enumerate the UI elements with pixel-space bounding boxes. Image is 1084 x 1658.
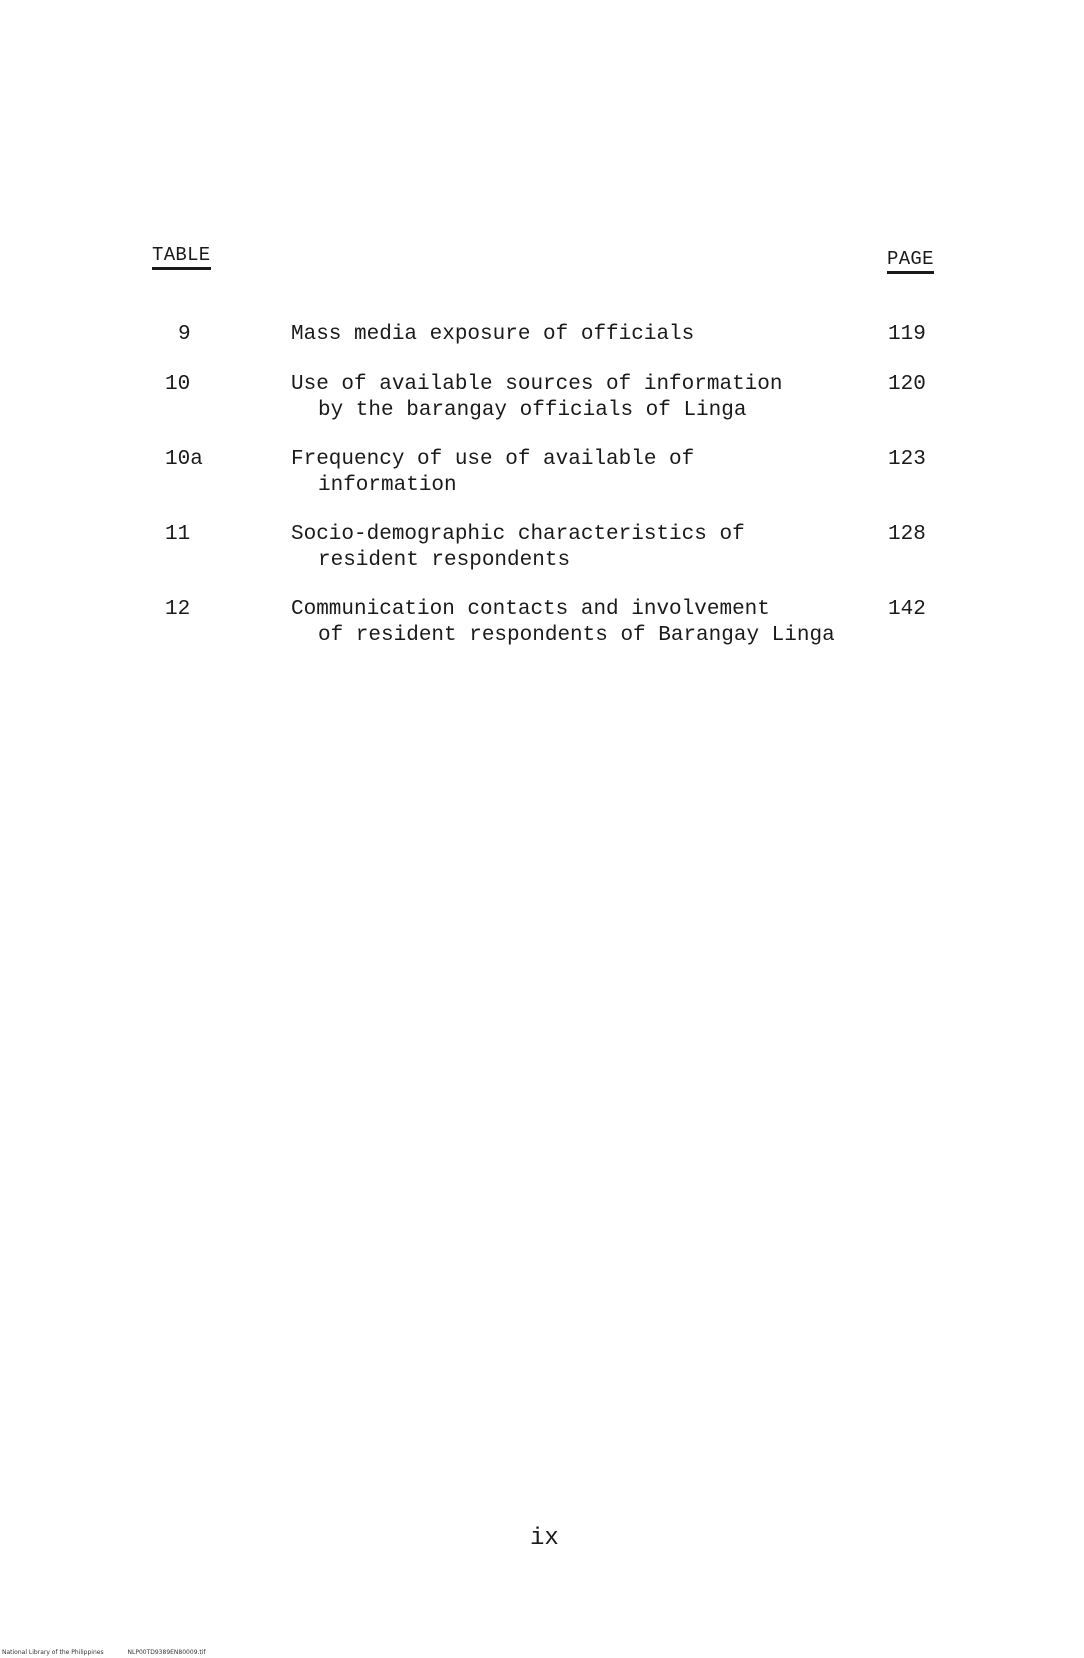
footer-credit: National Library of the Philippines	[2, 1649, 104, 1656]
page-number: 120	[888, 373, 926, 396]
table-title	[291, 597, 871, 649]
table-title-line1: Frequency of use of available of	[291, 448, 695, 471]
table-number: 10a	[165, 448, 203, 471]
table-number: 11	[165, 523, 191, 546]
table-title-line1: Mass media exposure of officials	[291, 323, 695, 346]
page-number: 128	[888, 523, 926, 546]
table-title	[291, 372, 871, 424]
table-number: 9	[178, 323, 191, 346]
table-number: 10	[165, 373, 191, 396]
table-title-line1: Socio-demographic characteristics of	[291, 523, 745, 546]
page-column-header: PAGE	[887, 248, 934, 274]
table-title-line2: of resident respondents of Barangay Linga	[318, 624, 835, 647]
table-title-line2: information	[318, 474, 457, 497]
page-number: 119	[888, 323, 926, 346]
page-folio: ix	[530, 1525, 559, 1552]
scan-footer	[2, 1649, 206, 1656]
table-title-line2: resident respondents	[318, 549, 571, 572]
table-number: 12	[165, 598, 191, 621]
page-number: 123	[888, 448, 926, 471]
table-column-header: TABLE	[152, 244, 211, 270]
table-title-line1: Communication contacts and involvement	[291, 598, 770, 621]
table-title	[291, 447, 871, 499]
table-title	[291, 522, 871, 574]
table-title-line2: by the barangay officials of Linga	[318, 399, 747, 422]
table-title-line1: Use of available sources of information	[291, 373, 783, 396]
footer-file-id: NLP00TD9389EN80009.tif	[127, 1649, 206, 1656]
page-number: 142	[888, 598, 926, 621]
table-title	[291, 322, 871, 348]
